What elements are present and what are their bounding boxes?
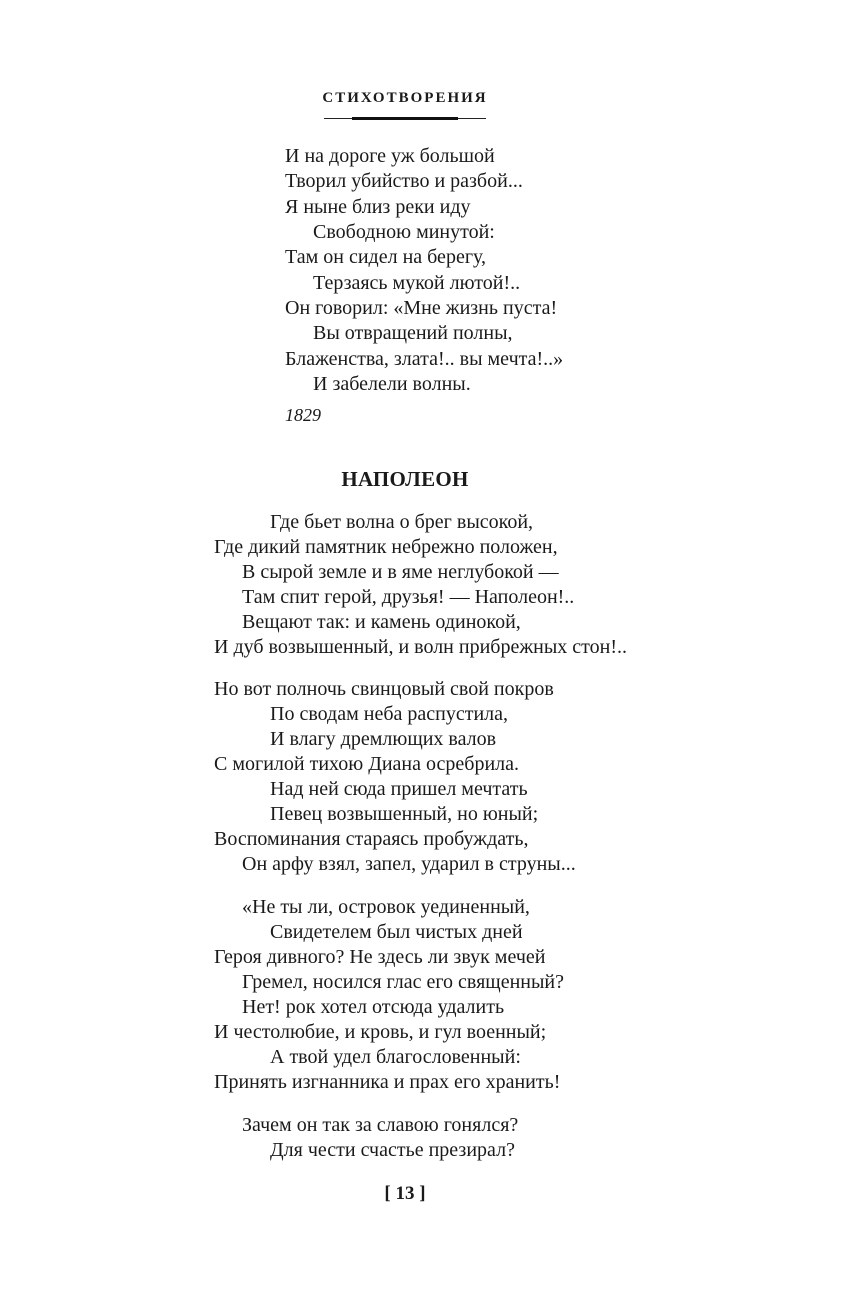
verse-line: Блаженства, злата!.. вы мечта!..» bbox=[285, 348, 564, 370]
poem-date: 1829 bbox=[285, 405, 321, 425]
verse-line: Для чести счастье презирал? bbox=[270, 1139, 515, 1161]
verse-line: Свободною минутой: bbox=[313, 221, 495, 243]
verse-line: Я ныне близ реки иду bbox=[285, 196, 471, 218]
page-number: [ 13 ] bbox=[384, 1183, 426, 1204]
verse-line: Он говорил: «Мне жизнь пуста! bbox=[285, 297, 558, 319]
verse-line: И влагу дремлющих валов bbox=[270, 728, 497, 750]
verse-line: Где дикий памятник небрежно положен, bbox=[214, 536, 558, 558]
poem-title: НАПОЛЕОН bbox=[341, 467, 469, 491]
verse-line: Певец возвышенный, но юный; bbox=[270, 803, 539, 825]
verse-line: Зачем он так за славою гонялся? bbox=[242, 1114, 519, 1136]
verse-line: В сырой земле и в яме неглубокой — bbox=[242, 561, 559, 583]
verse-line: Принять изгнанника и прах его хранить! bbox=[214, 1071, 561, 1093]
verse-line: Гремел, носился глас его священный? bbox=[242, 971, 564, 993]
verse-line: Творил убийство и разбой... bbox=[285, 170, 523, 192]
verse-line: Там он сидел на берегу, bbox=[285, 246, 487, 268]
verse-line: Воспоминания стараясь пробуждать, bbox=[214, 828, 529, 850]
verse-line: Героя дивного? Не здесь ли звук мечей bbox=[214, 946, 546, 968]
verse-line: А твой удел благословенный: bbox=[270, 1046, 521, 1068]
verse-line: Вещают так: и камень одинокой, bbox=[242, 611, 521, 633]
verse-line: Вы отвращений полны, bbox=[313, 322, 513, 344]
verse-line: Он арфу взял, запел, ударил в струны... bbox=[242, 853, 576, 875]
verse-line: Но вот полночь свинцовый свой покров bbox=[214, 678, 554, 700]
verse-line: И честолюбие, и кровь, и гул военный; bbox=[214, 1021, 547, 1043]
verse-line: И на дороге уж большой bbox=[285, 145, 495, 167]
verse-line: Свидетелем был чистых дней bbox=[270, 921, 523, 943]
verse-line: Над ней сюда пришел мечтать bbox=[270, 778, 528, 800]
verse-line: И забелели волны. bbox=[313, 373, 471, 395]
verse-line: По сводам неба распустила, bbox=[270, 703, 509, 725]
running-head-rule bbox=[324, 118, 486, 119]
running-head: СТИХОТВОРЕНИЯ bbox=[322, 90, 488, 106]
verse-line: С могилой тихою Диана осребрила. bbox=[214, 753, 519, 775]
verse-line: Терзаясь мукой лютой!.. bbox=[313, 272, 521, 294]
verse-line: Там спит герой, друзья! — Наполеон!.. bbox=[242, 586, 575, 608]
verse-line: «Не ты ли, островок уединенный, bbox=[242, 896, 530, 918]
verse-line: Нет! рок хотел отсюда удалить bbox=[242, 996, 505, 1018]
verse-line: Где бьет волна о брег высокой, bbox=[270, 511, 534, 533]
verse-line: И дуб возвышенный, и волн прибрежных стон!.. bbox=[214, 636, 628, 658]
